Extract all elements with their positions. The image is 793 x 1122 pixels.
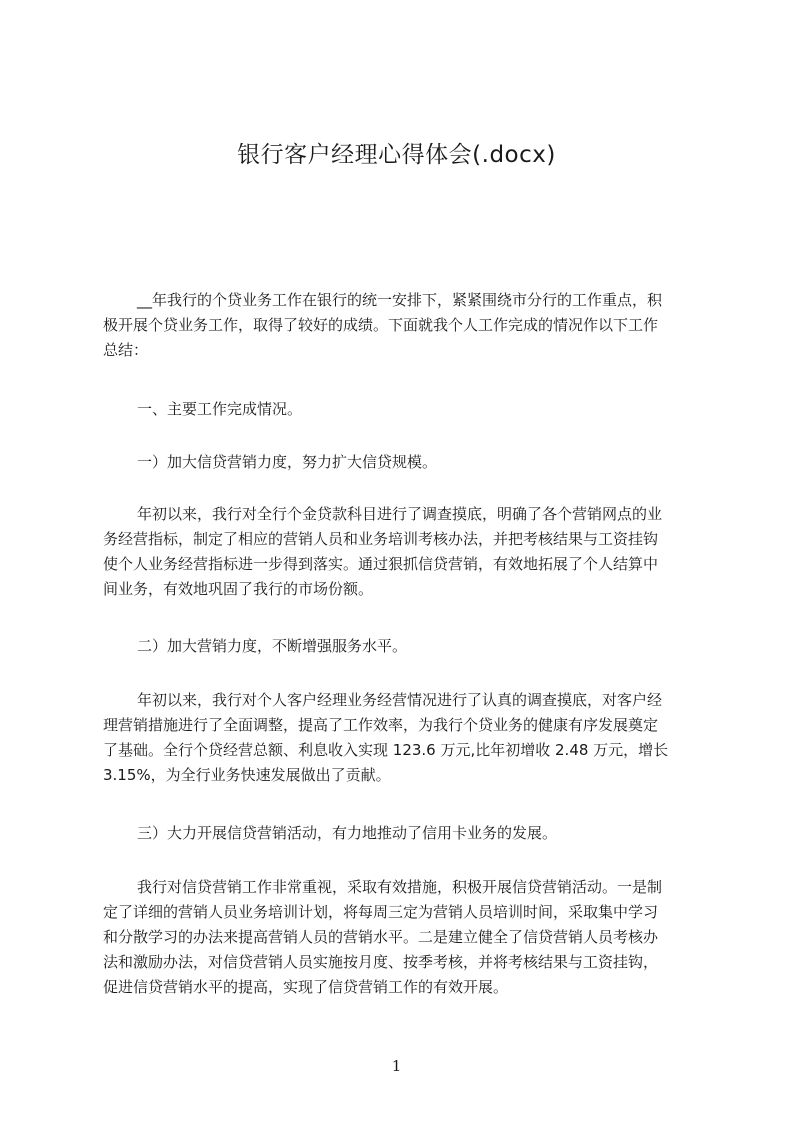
paragraph-service-level: [103, 688, 699, 788]
section-heading-main: [103, 397, 699, 422]
document-title: 银行客户经理心得体会(.docx): [237, 142, 556, 168]
paragraph-line: 我行对信贷营销工作非常重视，采取有效措施，积极开展信贷营销活动。一是制: [137, 878, 663, 896]
heading-line: 一、主要工作完成情况。: [137, 400, 303, 418]
paragraph-line: 总结：: [103, 341, 149, 359]
paragraph-line: 年初以来，我行对个人客户经理业务经营情况进行了认真的调查摸底，对客户经: [137, 691, 663, 709]
paragraph-line: 了基础。全行个贷经营总额、利息收入实现 123.6 万元,比年初增收 2.48 万元，增长: [103, 741, 669, 759]
paragraph-line: 和分散学习的办法来提高营销人员的营销水平。二是建立健全了信贷营销人员考核办: [103, 928, 659, 946]
paragraph-credit-activities: [103, 875, 699, 1000]
paragraph-line: 法和激励办法，对信贷营销人员实施按月度、按季考核，并将考核结果与工资挂钩，: [103, 953, 659, 971]
heading-line: 三）大力开展信贷营销活动，有力地推动了信用卡业务的发展。: [137, 824, 558, 842]
paragraph-line: 理营销措施进行了全面调整，提高了工作效率，为我行个贷业务的健康有序发展奠定: [103, 716, 659, 734]
subsection-heading-2: [103, 634, 699, 659]
paragraph-line: __年我行的个贷业务工作在银行的统一安排下，紧紧围绕市分行的工作重点，积: [137, 291, 663, 309]
heading-line: 二）加大营销力度，不断增强服务水平。: [137, 637, 408, 655]
subsection-heading-3: [103, 821, 699, 846]
paragraph-line: 3.15%，为全行业务快速发展做出了贡献。: [103, 766, 391, 784]
paragraph-line: 定了详细的营销人员业务培训计划，将每周三定为营销人员培训时间，采取集中学习: [103, 903, 659, 921]
paragraph-line: 极开展个贷业务工作，取得了较好的成绩。下面就我个人工作完成的情况作以下工作: [103, 316, 659, 334]
paragraph-line: 年初以来，我行对全行个金贷款科目进行了调查摸底，明确了各个营销网点的业: [137, 505, 663, 523]
paragraph-intro: [103, 288, 699, 363]
heading-line: 一）加大信贷营销力度，努力扩大信贷规模。: [137, 453, 438, 471]
page-number: 1: [391, 1057, 402, 1075]
paragraph-line: 使个人业务经营指标进一步得到落实。通过狠抓信贷营销，有效地拓展了个人结算中: [103, 555, 659, 573]
paragraph-line: 间业务，有效地巩固了我行的市场份额。: [103, 580, 374, 598]
subsection-heading-1: [103, 450, 699, 475]
paragraph-line: 促进信贷营销水平的提高，实现了信贷营销工作的有效开展。: [103, 978, 509, 996]
paragraph-line: 务经营指标，制定了相应的营销人员和业务培训考核办法，并把考核结果与工资挂钩: [103, 530, 659, 548]
paragraph-credit-marketing: [103, 502, 699, 602]
